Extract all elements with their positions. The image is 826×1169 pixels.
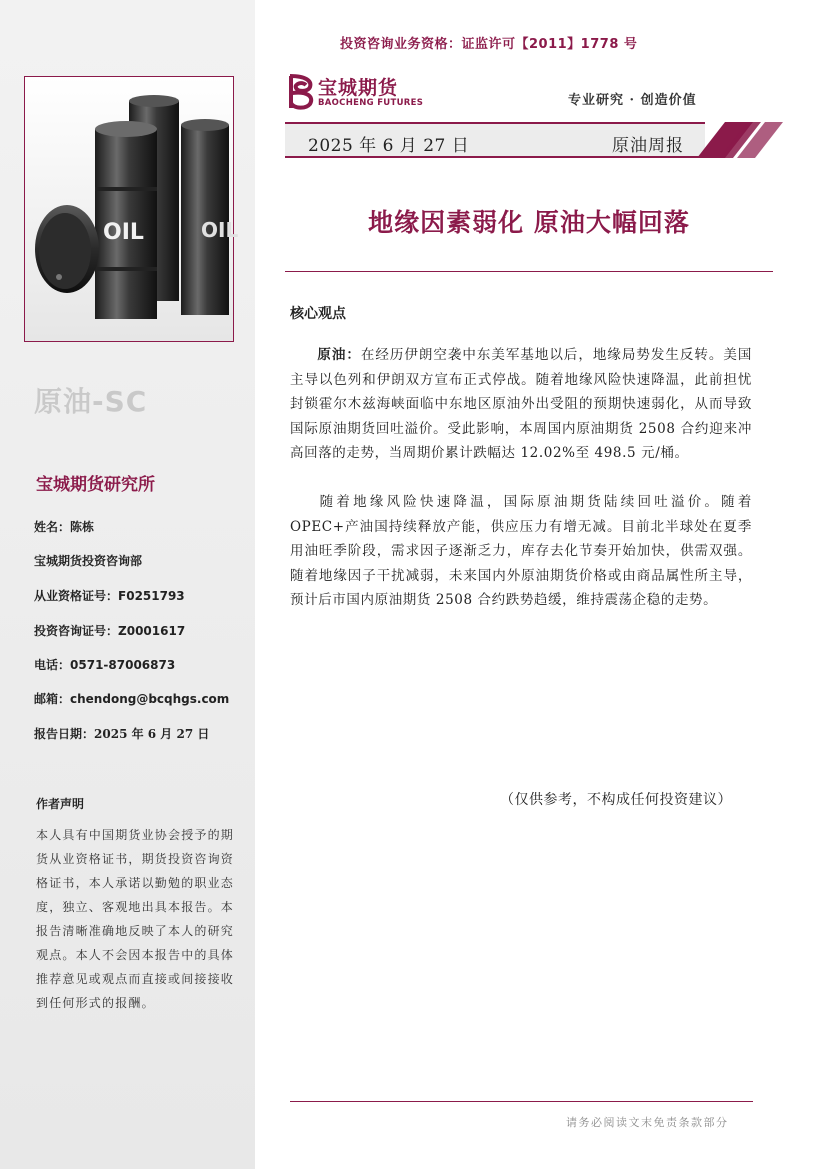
paragraph-2-text: 随着地缘风险快速降温，国际原油期货陆续回吐溢价。随着 OPEC+产油国持续释放产能，供应压力有增无减。目前北半球处在夏季用油旺季阶段，需求因子逐渐乏力，库存去化节奏开始加快，供需双强。随着地缘因子干扰减弱，未来国内外原油期货价格或由商品属性所主导，预计后市国内原油期货 2508 合约跌势趋缓，维持震荡企稳的走势。 [290,494,752,608]
research-institute: 宝城期货研究所 [36,475,155,495]
logo-mark-icon [286,73,316,111]
paragraph-1-lead: 原油： [317,347,361,363]
paragraph-1-text: 在经历伊朗空袭中东美军基地以后，地缘局势发生反转。美国主导以色列和伊朗双方宣布正式停战。随着地缘风险快速降温，此前担忧封锁霍尔木兹海峡面临中东地区原油外出受阻的预期快速弱化，从而导致国际原油期货回吐溢价。受此影响，本周国内原油期货 2508 合约迎来冲高回落的走势，当周期价累计跌幅达 12.02%至 498.5 元/桶。 [290,347,752,461]
qualification-label: 从业资格证号： [34,589,119,603]
barrel-label-oil-back: OIL [201,218,239,242]
sidebar [0,0,255,1169]
paragraph-1 [290,343,752,466]
company-logo [286,73,426,111]
oil-barrels-photo [24,76,239,342]
barrel-label-oil: OIL [103,220,144,245]
section-title-core-view: 核心观点 [290,306,346,322]
disclaimer: （仅供参考，不构成任何投资建议） [500,792,732,808]
title-divider [285,271,773,272]
license-text: 投资咨询业务资格：证监许可【2011】1778 号 [340,37,638,52]
footer-divider [290,1101,753,1102]
phone-label: 电话： [34,658,71,672]
page-title: 地缘因素弱化 原油大幅回落 [368,208,690,237]
paragraph-2 [290,490,752,613]
report-date: 2025 年 6 月 27 日 [94,727,210,741]
logo-chinese: 宝城期货 [318,77,399,99]
analyst-name-row [34,518,94,535]
email-row [34,690,229,707]
email-label: 邮箱： [34,692,71,706]
consult-number: Z0001617 [118,624,186,638]
qualification-row [34,587,185,604]
report-date-label: 报告日期： [34,727,95,741]
email-address[interactable]: chendong@bcqhgs.com [70,692,230,706]
phone-number: 0571-87006873 [70,658,176,672]
report-type: 原油周报 [612,136,684,156]
consult-row [34,622,185,639]
qualification-number: F0251793 [118,589,185,603]
slogan: 专业研究 · 创造价值 [568,93,697,108]
report-date-banner: 2025 年 6 月 27 日 [308,136,470,156]
declaration-title: 作者声明 [36,797,85,811]
analyst-name: 陈栋 [70,520,95,534]
declaration-text: 本人具有中国期货业协会授予的期货从业资格证书，期货投资咨询资格证书，本人承诺以勤勉的职业态度，独立、客观地出具本报告。本报告清晰准确地反映了本人的研究观点。本人不会因本报告中的具体推荐意见或观点而直接或间接接收到任何形式的报酬。 [36,828,235,1010]
product-label: 原油-SC [34,385,148,418]
report-date-row [34,725,209,742]
department: 宝城期货投资咨询部 [34,554,143,568]
footer-note: 请务必阅读文末免责条款部分 [566,1116,729,1129]
consult-label: 投资咨询证号： [34,624,119,638]
analyst-name-label: 姓名： [34,520,71,534]
oil-barrels-illustration [25,77,239,341]
logo-english: BAOCHENG FUTURES [318,98,424,108]
phone-row [34,656,175,673]
